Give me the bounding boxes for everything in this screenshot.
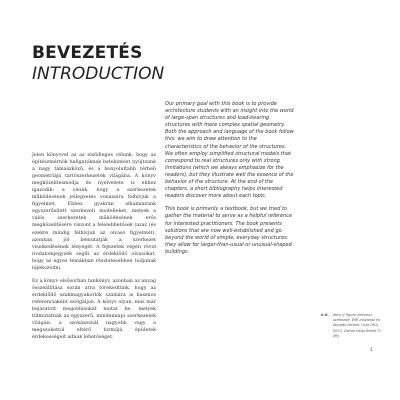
chapter-title-english: INTRODUCTION	[32, 64, 165, 84]
page-number: 1	[370, 347, 373, 352]
chapter-title-hungarian: BEVEZETÉS	[32, 43, 143, 63]
figure-caption	[321, 313, 383, 339]
paragraph: Jelen könyvvel az az elsődleges célunk, hogy az építészmérnök hallgatóknak betekintést nyújtsunk a nagy támaszközű, és a bonyolultabb térbeli geometriájú tartószerkezetek világába. A könyv megközelítésmódja és nyelvezete is ehhez igazodik: a céunk, hogy a szerkezetek működésének jellegzetes vonásaira felhívjuk a figyelmet. Ehhez gyakran alkalmazunk egyszerűsített szerkezeti modelleket, melyek a valós szerkezetek működésének erős megközelítésére viszont a felelebbetősek (azaz (és ezekre mindig felhívjuk az olvasó figyelmét), azonban jól bemutatják a szerkezet viselkedésének lényegét. A fejezetek végén rövid irodalomjegyzék segíti az érdeklődő olvasókat, hogy az egyes témákban részletesebben tudjanak tájékozódni.	[32, 153, 156, 271]
paragraph: Ez a könyv elsősorban tankönyv, azonban az anyag összeállítása során arra törekedtünk, hogy az érdeklődő szakmagyakorlók számára is hasznos referenciaként szolgáljon. A könyv olyan, más már bejáratott megoldásokat mutat be, melyek túlmutatnak az egyszerű, mindennapi szerkezetek világán: a szokásosnál nagyobb vagy a megszokottól eltérő formájú épületek érdekességeit adnak lehetőséget.	[32, 278, 156, 341]
paragraph: This book is primarily a textbook, but we tried to gather the material to serve as a helpful reference for interested practitioners. The book presents solutions that are now well-established and go beyond the world of simple, everyday structures: they allow for larger-than-usual or unusual-shaped buildings.	[165, 206, 293, 255]
figure-label: b.8.	[321, 313, 329, 317]
paragraph: Our primary goal with this book is to provide architecture students with an insight into the world of large-span structures and load-bearing structures with more complex spatial geometry. Both the approach and language of the book follow this: we aim to draw attention to the characteristics of the behavior of the structures. We often employ simplified structural models that correspond to real structures only with strong limitations (which we always emphasize for the readers), but they illustrate well the essence of the behavior of the structure. At the end of the chapters, a short bibliography helps interested readers discover more about each topic.	[165, 101, 294, 200]
hungarian-text-column	[32, 152, 156, 347]
english-text-column	[165, 101, 295, 262]
figure-caption-text: ábra // figure pénzmo-széhezde, ÉMI irodaház és tanulás-terepe, hvla (HU), 2013. Detail Hegs Balint © (ét)	[332, 313, 382, 338]
